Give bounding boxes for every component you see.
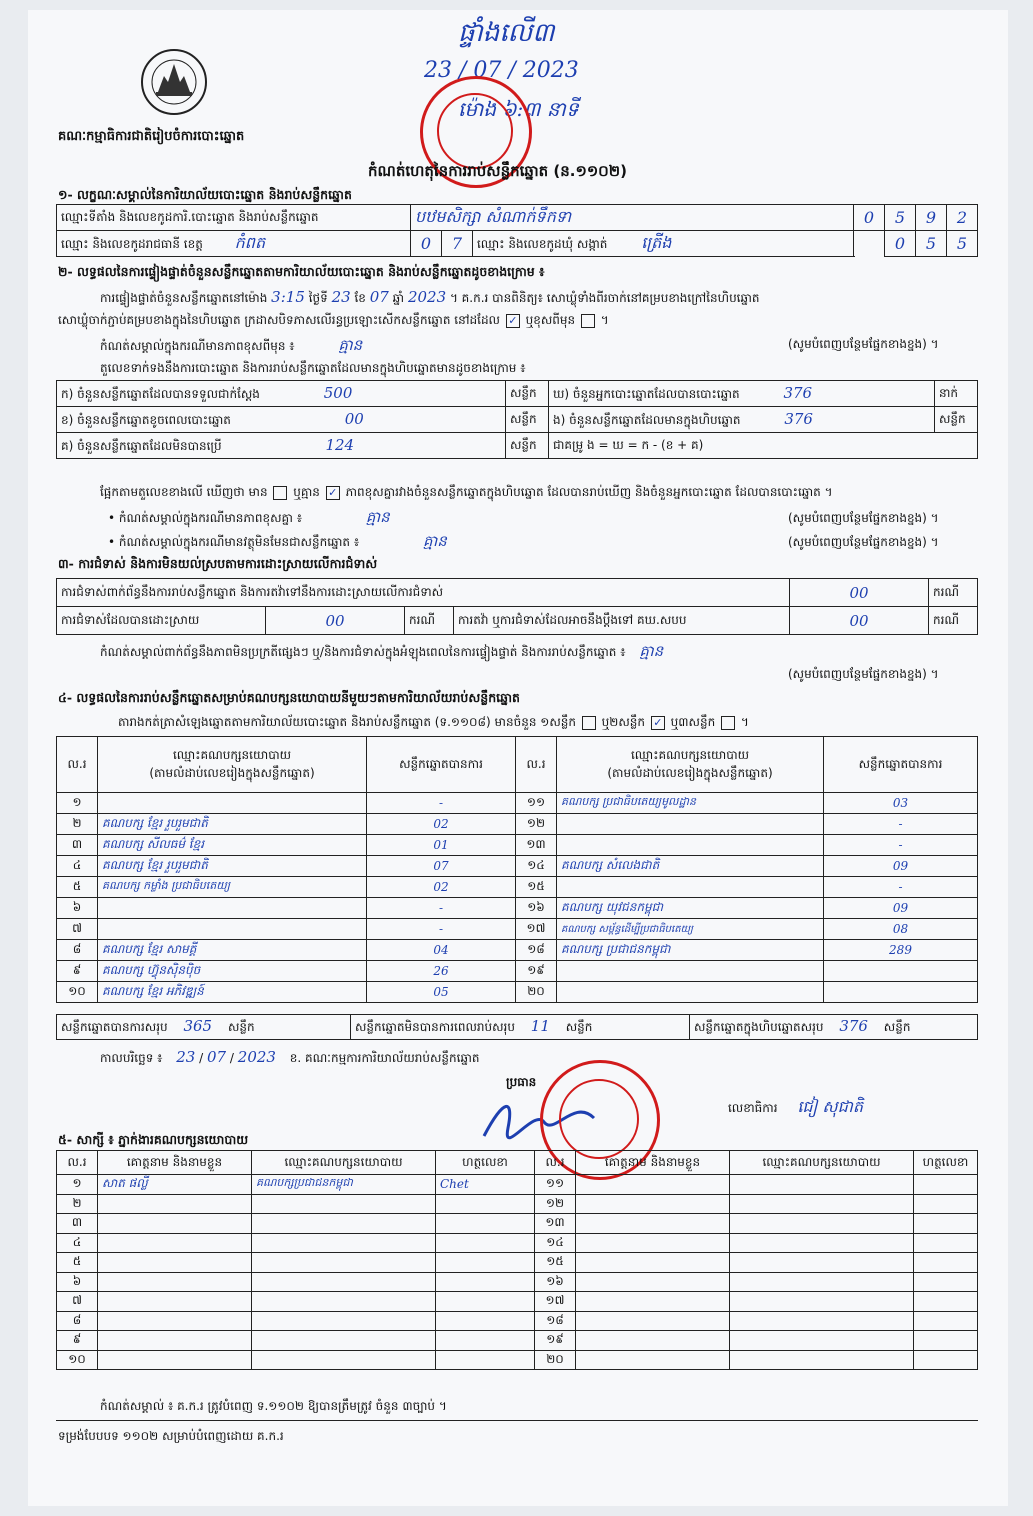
- s4-col-votes-right: សន្លឹកឆ្នោតបានការ: [824, 737, 978, 793]
- s4-total-box: [690, 1015, 978, 1040]
- s4-total-invalid-value: 11: [530, 1017, 550, 1035]
- table-row: [57, 898, 978, 919]
- row-no: ៥: [57, 1253, 98, 1273]
- row-votes: 03: [824, 793, 978, 814]
- s5-col-no-left: ល.រ: [57, 1151, 98, 1175]
- s5-col-sign-left: ហត្ថលេខា: [436, 1151, 535, 1175]
- row-no: ១២: [516, 814, 557, 835]
- s2-note2: [108, 508, 390, 530]
- s2-check-line-1: [100, 288, 760, 308]
- s3-r1-value: 00: [790, 579, 929, 607]
- form-page: [28, 10, 1008, 1506]
- s3-r2-value-b: 00: [790, 607, 929, 635]
- s2-kha: [57, 407, 506, 433]
- s2-ka-unit: សន្លឹក: [506, 381, 549, 407]
- s2-ko: [57, 433, 506, 459]
- s1-r1-digit-3: 9: [916, 205, 947, 231]
- table-row: [57, 1331, 978, 1351]
- row-no: ១១: [535, 1175, 576, 1195]
- s4-date-day: 23: [176, 1048, 196, 1066]
- s2-p1-a: ការផ្ទៀងផ្ទាត់ចំនួនសន្លឹកឆ្នោតនៅម៉ោង: [100, 291, 268, 305]
- row-no: ៩: [57, 961, 98, 982]
- row-no: ៦: [57, 1272, 98, 1292]
- row-no: ១១: [516, 793, 557, 814]
- row-votes: -: [824, 877, 978, 898]
- s1-heading: ១- លក្ខណៈសម្គាល់នៃការិយាល័យបោះឆ្នោត និងរាប់សន្លឹកឆ្នោត: [58, 187, 352, 202]
- row-party: គណបក្សប្រជាជនកម្ពុជា: [252, 1175, 436, 1195]
- row-no: ២: [57, 1194, 98, 1214]
- s1-r2-digit-1: 0: [411, 231, 442, 257]
- table-row: [57, 1214, 978, 1234]
- s2-p3-c: ភាពខុសគ្នារវាងចំនួនសន្លឹកឆ្នោតក្នុងហិបឆ្នោត ដែលបានរាប់ឃើញ និងចំនួនអ្នកបោះឆ្នោត ដែលបានបោះឆ្នោត ។: [345, 485, 833, 499]
- s2-note1-suffix: (សូមបំពេញបន្ថែមផ្នែកខាងខ្នង) ។: [788, 337, 939, 351]
- table-row: [57, 814, 978, 835]
- s2-p1-day: 23: [331, 288, 351, 306]
- hand-note: ផ្ទាំងលើ៣: [458, 18, 555, 48]
- s2-p1-year: 2023: [407, 288, 447, 306]
- row-no: ១៤: [516, 856, 557, 877]
- row-party: គណបក្ស ខ្មែរ​ រួបរួមជាតិ: [98, 814, 367, 835]
- s2-ko-label: គ) ចំនួនសន្លឹកឆ្នោតដែលមិនបានប្រើ: [61, 438, 222, 453]
- row-party: [98, 793, 367, 814]
- row-no: ១៤: [535, 1233, 576, 1253]
- row-no: ១០: [57, 982, 98, 1003]
- s2-note1: [100, 336, 362, 358]
- row-votes: 289: [824, 940, 978, 961]
- s2-p1-b: ថ្ងៃទី: [308, 291, 328, 305]
- s3-r2-label-b: ការតវ៉ា ឬការជំទាស់ដែលអាចនឹងប្តឹងទៅ គឃ.សបប: [454, 607, 790, 635]
- s4-col-party-left-sub: (តាមលំដាប់លេខរៀងក្នុងសន្លឹកឆ្នោត): [149, 765, 315, 780]
- s4-total-invalid-label: សន្លឹកឆ្នោតមិនបានការពេលរាប់សរុប: [355, 1020, 515, 1034]
- s4-results-table: [56, 736, 978, 1003]
- s2-ngo: [549, 407, 935, 433]
- row-votes: 08: [824, 919, 978, 940]
- row-no: ១: [57, 793, 98, 814]
- s3-table: [56, 578, 978, 635]
- s2-p1-month: 07: [369, 288, 389, 306]
- table-row: [57, 961, 978, 982]
- table-row: [57, 1350, 978, 1370]
- s2-note2-value: គ្មាន: [365, 508, 390, 526]
- s4-intro-a: តារាងកត់ត្រាសំឡេងឆ្នោតតាមការិយាល័យបោះឆ្នោត និងរាប់សន្លឹកឆ្នោត (ទ.១១០៨) មានចំនួន ១សន្លឹក: [118, 715, 576, 729]
- s2-p2-b: ឬខុសពីមុន: [525, 313, 576, 327]
- s4-total-valid: [57, 1015, 351, 1040]
- s2-note2-suffix: (សូមបំពេញបន្ថែមផ្នែកខាងខ្នង) ។: [788, 511, 939, 525]
- row-party: គណបក្ស ប្រជាជនកម្ពុជា: [557, 940, 824, 961]
- s3-r2-value: 00: [266, 607, 405, 635]
- s5-col-name-left: គោត្តនាម និងនាមខ្លួន: [98, 1151, 252, 1175]
- s3-heading: ៣- ការជំទាស់ និងការមិនយល់ស្របតាមការដោះស្រាយលើការជំទាស់: [58, 556, 378, 571]
- row-name: សាត ផល្លី: [98, 1175, 252, 1195]
- row-no: ៧: [57, 919, 98, 940]
- form-title: កំណត់ហេតុនៃការរាប់សន្លឹកឆ្នោត (ន.១១០២): [368, 162, 628, 180]
- row-no: ៤: [57, 1233, 98, 1253]
- row-no: ៨: [57, 940, 98, 961]
- s4-heading: ៤- លទ្ធផលនៃការរាប់សន្លឹកឆ្នោតសម្រាប់គណបក្សនយោបាយនីមួយៗតាមការិយាល័យរាប់សន្លឹកឆ្នោត: [58, 690, 520, 705]
- row-votes: -: [367, 919, 516, 940]
- s1-r2-digit-b-3: 5: [947, 231, 978, 257]
- no-diff-checkbox[interactable]: ✓: [326, 486, 340, 500]
- s3-note-value: គ្មាន: [639, 642, 664, 660]
- s4-date-suffix: ខ. គណៈកម្មការការិយាល័យរាប់សន្លឹកឆ្នោត: [289, 1051, 480, 1065]
- s2-note1-value: គ្មាន: [338, 336, 363, 354]
- two-sheet-checkbox[interactable]: ✓: [651, 716, 665, 730]
- s4-total-valid-unit: សន្លឹក: [227, 1020, 255, 1034]
- row-party: គណបក្ស យុវជនកម្ពុជា: [557, 898, 824, 919]
- row-no: ១២: [535, 1194, 576, 1214]
- s2-p1-d: ឆ្នាំ: [392, 291, 405, 305]
- s4-date-year: 2023: [237, 1048, 276, 1066]
- s2-ngo-unit: សន្លឹក: [935, 407, 978, 433]
- same-checkbox[interactable]: ✓: [506, 314, 520, 328]
- s1-r2-value: កំពត: [234, 232, 266, 252]
- s1-r2-label-b-text: ឈ្មោះ និងលេខកូដឃុំ សង្កាត់: [477, 236, 608, 251]
- s1-r1-value: បឋមសិក្សា សំណាក់ទឹកទា: [411, 205, 854, 231]
- row-no: ១៣: [516, 835, 557, 856]
- row-no: ៣: [57, 835, 98, 856]
- s1-r2-label-b: [473, 231, 854, 257]
- secretary-signature: ជៀ សុជាតិ: [797, 1097, 864, 1116]
- row-votes: 09: [824, 856, 978, 877]
- row-party: គណបក្ស សីលធម៌ ខ្មែរ: [98, 835, 367, 856]
- one-sheet-checkbox[interactable]: [582, 716, 596, 730]
- s2-check-line-2: សោឃ្លុំចាក់ភ្ជាប់គម្របខាងក្នុងនៃហិបឆ្នោត ក្រដាសបិទភាសលើរន្ធប្រឡោះសើកសន្លឹកឆ្នោត នៅដដែល ✓ ឬខុសពីមុន ។: [58, 313, 609, 327]
- table-row: [57, 1253, 978, 1273]
- row-votes: 05: [367, 982, 516, 1003]
- row-no: ១៣: [535, 1214, 576, 1234]
- s3-note-label: កំណត់សម្គាល់ពាក់ព័ន្ធនឹងភាពមិនប្រក្រតីផ្សេងៗ ឬ/និងការជំទាស់ក្នុងអំឡុងពេលនៃការផ្ទៀងផ្ទាត់ និងការរាប់សន្លឹកឆ្នោត ៖: [100, 645, 626, 659]
- row-no: ១៨: [516, 940, 557, 961]
- row-sign: Chet: [436, 1175, 535, 1195]
- row-votes: 01: [367, 835, 516, 856]
- s1-r2-digit-b-1: 0: [885, 231, 916, 257]
- row-party: គណបក្ស ប្រជាធិបតេយ្យមូលដ្ឋាន: [557, 793, 824, 814]
- s2-p1-time: 3:15: [271, 288, 305, 306]
- row-no: ៧: [57, 1292, 98, 1312]
- s1-r2-value-b: ត្រើង: [641, 232, 672, 252]
- s2-ngo-label: ង) ចំនួនសន្លឹកឆ្នោតដែលមានក្នុងហិបឆ្នោត: [553, 412, 741, 427]
- row-party: គណបក្ស កម្លាំង ប្រជាធិបតេយ្យ: [98, 877, 367, 898]
- row-votes: -: [367, 793, 516, 814]
- s2-kho-value: 376: [783, 383, 813, 402]
- row-no: ៨: [57, 1311, 98, 1331]
- three-sheet-checkbox[interactable]: [721, 716, 735, 730]
- row-party: គណបក្ស សំលេងជាតិ: [557, 856, 824, 877]
- s2-ngo-value: 376: [784, 409, 813, 428]
- s2-heading: ២- លទ្ធផលនៃការផ្ទៀងផ្ទាត់ចំនួនសន្លឹកឆ្នោតតាមការិយាល័យបោះឆ្នោត និងរាប់សន្លឹកឆ្នោតដូចខាងក្រោម ៖: [58, 264, 545, 279]
- s4-col-no-left: ល.រ: [57, 737, 98, 793]
- row-party: គណបក្ស សម្ព័ន្ធដើម្បីប្រជាធិបតេយ្យ: [557, 919, 824, 940]
- row-no: ២: [57, 814, 98, 835]
- table-row: [57, 1311, 978, 1331]
- s2-kho: [549, 381, 935, 407]
- s2-p1-c: ខែ: [354, 291, 366, 305]
- row-party: [98, 919, 367, 940]
- table-row: [57, 856, 978, 877]
- s4-total-box-value: 376: [839, 1017, 868, 1035]
- chair-label: ប្រធាន: [506, 1075, 537, 1089]
- s4-date-line: កាលបរិច្ឆេទ ៖ 23 / 07 / 2023 ខ. គណៈកម្មការការិយាល័យរាប់សន្លឹកឆ្នោត: [100, 1048, 480, 1066]
- s2-ko-value: 124: [325, 435, 355, 454]
- row-no: ៦: [57, 898, 98, 919]
- row-party: គណបក្ស ខ្មែរ រួបរួមជាតិ: [98, 856, 367, 877]
- s4-total-invalid: [351, 1015, 690, 1040]
- s4-rows: [57, 793, 978, 1003]
- angkor-emblem-icon: [138, 46, 210, 118]
- row-votes: 26: [367, 961, 516, 982]
- table-row: [57, 877, 978, 898]
- changed-checkbox[interactable]: [581, 314, 595, 328]
- row-votes: -: [367, 898, 516, 919]
- s1-r2-label-text: ឈ្មោះ និងលេខកូដរាជធានី ខេត្ត: [61, 236, 203, 251]
- row-votes: [824, 982, 978, 1003]
- s2-count-table: [56, 380, 978, 459]
- s2-note3-value: គ្មាន: [422, 532, 447, 550]
- form-code: ទម្រង់បែបបទ ១១០២ សម្រាប់បំពេញដោយ គ.ក.រ: [58, 1429, 284, 1443]
- s2-note3: [108, 532, 447, 554]
- s4-col-party-left-title: ឈ្មោះគណបក្សនយោបាយ: [172, 747, 292, 762]
- s2-ka-label: ក) ចំនួនសន្លឹកឆ្នោតដែលបានទទួលជាក់ស្តែង: [61, 386, 260, 401]
- row-no: ១៦: [535, 1272, 576, 1292]
- s3-r2-unit: ករណី: [405, 607, 454, 635]
- row-no: ១៩: [516, 961, 557, 982]
- table-row: [57, 1175, 978, 1195]
- s4-intro: តារាងកត់ត្រាសំឡេងឆ្នោតតាមការិយាល័យបោះឆ្នោត និងរាប់សន្លឹកឆ្នោត (ទ.១១០៨) មានចំនួន ១សន្លឹក ឬ២សន្លឹក ✓ ឬ៣សន្លឹក ។: [118, 715, 749, 729]
- row-party: [557, 961, 824, 982]
- s2-p2-a: សោឃ្លុំចាក់ភ្ជាប់គម្របខាងក្នុងនៃហិបឆ្នោត ក្រដាសបិទភាសលើរន្ធប្រឡោះសើកសន្លឹកឆ្នោត នៅដដែល: [58, 313, 500, 327]
- s2-kha-unit: សន្លឹក: [506, 407, 549, 433]
- row-no: ១: [57, 1175, 98, 1195]
- s4-total-valid-value: 365: [183, 1017, 213, 1035]
- committee-name: គណៈកម្មាធិការជាតិរៀបចំការបោះឆ្នោត: [58, 129, 245, 144]
- s5-col-no-right: ល.រ: [535, 1151, 576, 1175]
- s4-intro-c: ឬ៣សន្លឹក: [670, 715, 716, 729]
- s4-date-label: កាលបរិច្ឆេទ ៖: [100, 1051, 163, 1065]
- table-row: [57, 982, 978, 1003]
- s5-footnote: កំណត់សម្គាល់ ៖ គ.ក.រ ត្រូវបំពេញ ទ.១១០២ ឱ្យបានត្រឹមត្រូវ ចំនួន ៣ច្បាប់ ។: [100, 1399, 447, 1413]
- row-party: [557, 835, 824, 856]
- s4-col-party-left: [98, 737, 367, 793]
- table-row: [57, 1233, 978, 1253]
- s5-witness-table: [56, 1150, 978, 1370]
- s5-col-party-left: ឈ្មោះគណបក្សនយោបាយ: [252, 1151, 436, 1175]
- s4-total-box-unit: សន្លឹក: [883, 1020, 911, 1034]
- table-row: [57, 919, 978, 940]
- table-row: [57, 1194, 978, 1214]
- s4-total-box-label: សន្លឹកឆ្នោតក្នុងហិបឆ្នោតសរុប: [694, 1020, 824, 1034]
- row-no: ៥: [57, 877, 98, 898]
- footer-rule: [56, 1420, 978, 1421]
- s3-r1-unit: ករណី: [929, 579, 978, 607]
- row-votes: 09: [824, 898, 978, 919]
- s3-r2-label: ការជំទាស់ដែលបានដោះស្រាយ: [57, 607, 266, 635]
- s5-heading: ៥- សាក្សី ៖ ភ្នាក់ងារគណបក្សនយោបាយ: [58, 1132, 249, 1147]
- s3-note-suffix: (សូមបំពេញបន្ថែមផ្នែកខាងខ្នង) ។: [788, 667, 939, 681]
- secretary: [728, 1096, 863, 1120]
- s5-col-sign-right: ហត្ថលេខា: [914, 1151, 978, 1175]
- row-votes: -: [824, 835, 978, 856]
- s4-intro-b: ឬ២សន្លឹក: [601, 715, 646, 729]
- row-party: គណបក្ស ខ្មែរ អភិវឌ្ឍន៍: [98, 982, 367, 1003]
- row-no: ១៧: [535, 1292, 576, 1312]
- s2-note3-suffix: (សូមបំពេញបន្ថែមផ្នែកខាងខ្នង) ។: [788, 535, 939, 549]
- s2-p3-a: ផ្អែកតាមតួលេខខាងលើ ឃើញថា មាន: [100, 485, 268, 499]
- row-votes: [824, 961, 978, 982]
- row-no: ១០: [57, 1350, 98, 1370]
- s1-r1-digit-1: 0: [854, 205, 885, 231]
- s2-ko-unit: សន្លឹក: [506, 433, 549, 459]
- s4-col-votes-left: សន្លឹកឆ្នោតបានការ: [367, 737, 516, 793]
- row-votes: 04: [367, 940, 516, 961]
- s2-ka-value: 500: [323, 383, 353, 402]
- s4-total-valid-label: សន្លឹកឆ្នោតបានការសរុប: [61, 1020, 168, 1034]
- s2-note1-label: កំណត់សម្គាល់ក្នុងករណីមានភាពខុសពីមុន ៖: [100, 339, 295, 353]
- table-row: [57, 793, 978, 814]
- row-no: ១៦: [516, 898, 557, 919]
- row-no: ១៨: [535, 1311, 576, 1331]
- s3-note: [100, 642, 663, 664]
- s1-r1-digit-2: 5: [885, 205, 916, 231]
- row-party: គណបក្ស ខ្មែរ​ សាមគ្គី: [98, 940, 367, 961]
- row-party: [557, 814, 824, 835]
- hand-date: 23 / 07 / 2023: [424, 58, 579, 83]
- s2-kho-label: ឃ) ចំនួនអ្នកបោះឆ្នោតដែលបានបោះឆ្នោត: [553, 386, 740, 401]
- s2-diff-line: [100, 484, 833, 502]
- row-votes: 07: [367, 856, 516, 877]
- row-party: [557, 877, 824, 898]
- row-no: ១៩: [535, 1331, 576, 1351]
- table-row: [57, 835, 978, 856]
- s2-intro: តួលេខទាក់ទងនឹងការបោះឆ្នោត និងការរាប់សន្លឹកឆ្នោតដែលមានក្នុងហិបឆ្នោតមានដូចខាងក្រោម ៖: [100, 361, 526, 375]
- row-no: ៣: [57, 1214, 98, 1234]
- s4-totals: [56, 1014, 978, 1040]
- has-diff-checkbox[interactable]: [273, 486, 287, 500]
- s4-col-party-right: [557, 737, 824, 793]
- row-votes: -: [824, 814, 978, 835]
- s2-ka: [57, 381, 506, 407]
- s2-kho-unit: នាក់: [935, 381, 978, 407]
- row-no: ១៥: [516, 877, 557, 898]
- row-party: [557, 982, 824, 1003]
- s2-formula: ជាគម្រូ ង = ឃ = ក - (ខ + គ): [549, 433, 978, 459]
- row-no: ១៥: [535, 1253, 576, 1273]
- row-no: ៤: [57, 856, 98, 877]
- s1-table: [56, 204, 978, 257]
- row-votes: 02: [367, 877, 516, 898]
- row-party: គណបក្ស ហ៊្វុនស៊ិនប៉ិច: [98, 961, 367, 982]
- s3-r2-unit-b: ករណី: [929, 607, 978, 635]
- s4-col-party-right-sub: (តាមលំដាប់លេខរៀងក្នុងសន្លឹកឆ្នោត): [607, 765, 773, 780]
- s3-r1-label: ការជំទាស់ពាក់ព័ន្ធនឹងការរាប់សន្លឹកឆ្នោត និងការតវ៉ាទៅនឹងការដោះស្រាយលើការជំទាស់: [57, 579, 790, 607]
- row-no: ១៧: [516, 919, 557, 940]
- s2-note2-label: • កំណត់សម្គាល់ក្នុងករណីមានភាពខុសគ្នា ៖: [108, 511, 303, 525]
- s1-r2-digit-b-2: 5: [916, 231, 947, 257]
- table-row: [57, 1292, 978, 1312]
- s2-kha-value: 00: [344, 409, 364, 428]
- table-row: [57, 1272, 978, 1292]
- row-no: ២០: [535, 1350, 576, 1370]
- hand-time: ម៉ោង ៦:៣ នាទី: [458, 97, 579, 121]
- s5-col-party-right: ឈ្មោះគណបក្សនយោបាយ: [730, 1151, 914, 1175]
- s1-r1-digit-4: 2: [947, 205, 978, 231]
- s4-col-no-right: ល.រ: [516, 737, 557, 793]
- s1-r2-label: [57, 231, 411, 257]
- s2-note3-label: • កំណត់សម្គាល់ក្នុងករណីមានវត្ថុមិនមែនជាសន្លឹកឆ្នោត ៖: [108, 535, 360, 549]
- s2-kha-label: ខ) ចំនួនសន្លឹកឆ្នោតខូចពេលបោះឆ្នោត: [61, 412, 231, 427]
- s1-r1-label: ឈ្មោះទីតាំង និងលេខកូដការិ.បោះឆ្នោត និងរាប់សន្លឹកឆ្នោត: [57, 205, 411, 231]
- secretary-label: លេខាធិការ: [728, 1101, 778, 1115]
- s5-col-name-right: គោត្តនាម និងនាមខ្លួន: [576, 1151, 730, 1175]
- s2-p3-b: ឬគ្មាន: [293, 485, 320, 499]
- s4-total-invalid-unit: សន្លឹក: [565, 1020, 593, 1034]
- s2-p1-e: ។ គ.ក.រ បានពិនិត្យ៖ សោឃ្លុំទាំងពីរចាក់នៅគម្របខាងក្រៅនៃហិបឆ្នោត: [449, 291, 760, 305]
- row-no: ២០: [516, 982, 557, 1003]
- row-votes: 02: [367, 814, 516, 835]
- s1-r2-digit-2: 7: [442, 231, 473, 257]
- row-party: [98, 898, 367, 919]
- row-no: ៩: [57, 1331, 98, 1351]
- s4-col-party-right-title: ឈ្មោះគណបក្សនយោបាយ: [630, 747, 750, 762]
- table-row: [57, 940, 978, 961]
- s4-date-month: 07: [207, 1048, 227, 1066]
